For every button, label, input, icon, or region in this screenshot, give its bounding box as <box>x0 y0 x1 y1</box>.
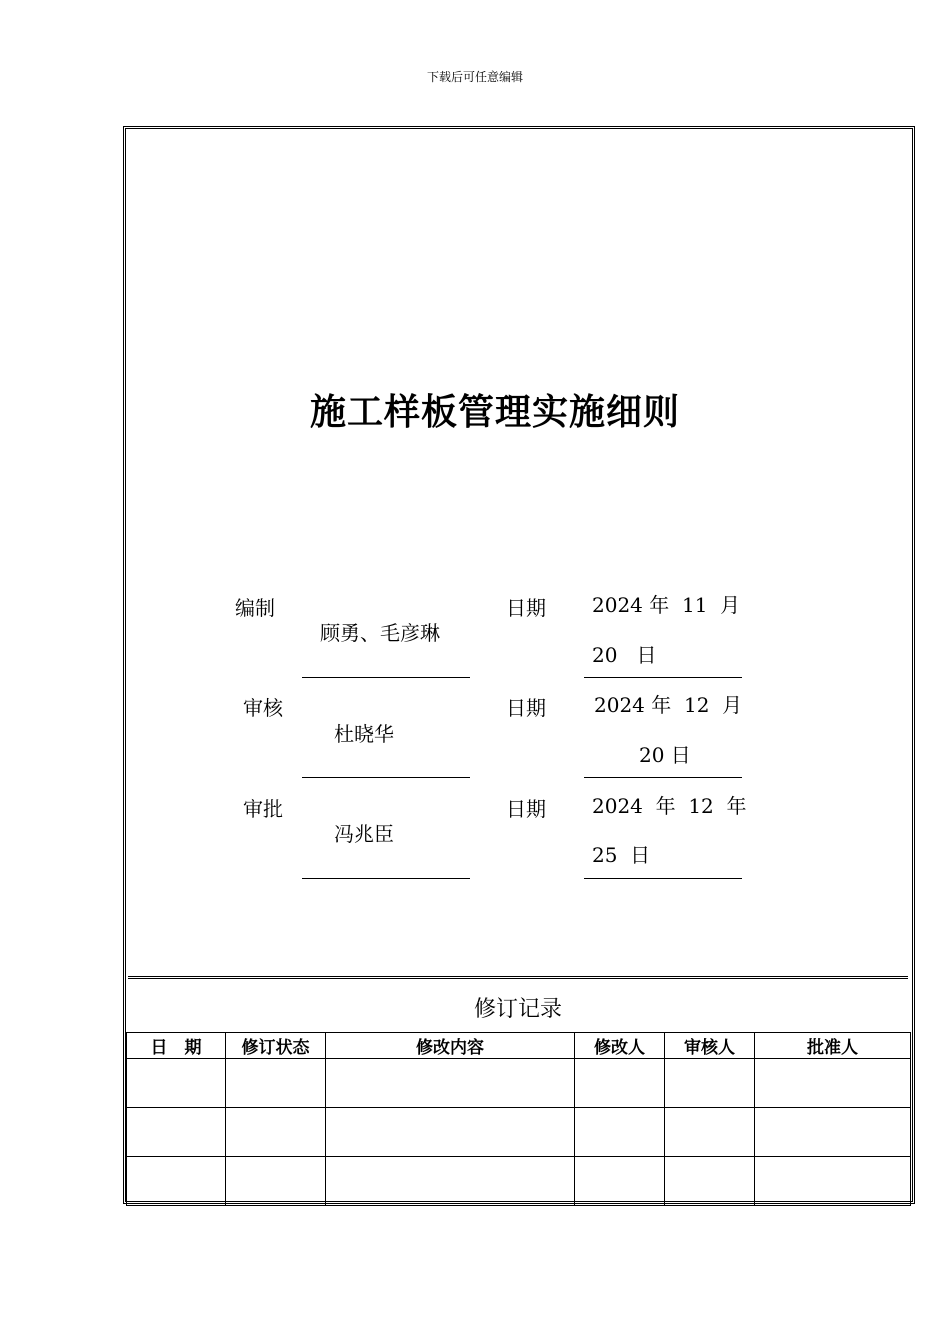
signoff-date-compile-line1: 2024 年 11 月 <box>592 593 741 617</box>
table-cell <box>575 1157 665 1206</box>
signoff-date-line <box>584 878 742 879</box>
table-cell <box>575 1108 665 1157</box>
table-cell <box>127 1059 226 1108</box>
section-divider <box>128 976 908 979</box>
signoff-name-compile: 顾勇、毛彦琳 <box>320 621 440 645</box>
table-cell <box>226 1157 326 1206</box>
signoff-date-line <box>584 777 742 778</box>
header-note: 下载后可任意编辑 <box>426 70 523 84</box>
signoff-label-approve: 审批 <box>243 797 283 821</box>
document-title: 施工样板管理实施细则 <box>310 392 681 433</box>
signoff-name-line <box>302 777 470 778</box>
signoff-date-label-approve: 日期 <box>506 797 546 821</box>
revision-table <box>126 1032 911 1206</box>
signoff-date-approve-line1: 2024 年 12 年 <box>592 794 747 818</box>
signoff-label-compile: 编制 <box>235 596 275 620</box>
signoff-date-compile-line2: 20 日 <box>592 643 657 667</box>
revision-header-row <box>127 1033 911 1059</box>
signoff-date-review-line1: 2024 年 12 月 <box>594 693 743 717</box>
table-cell <box>326 1157 575 1206</box>
table-row <box>127 1059 911 1108</box>
table-cell <box>127 1108 226 1157</box>
signoff-name-line <box>302 878 470 879</box>
table-cell <box>665 1157 755 1206</box>
col-header-modifier: 修改人 <box>575 1033 665 1059</box>
table-cell <box>326 1108 575 1157</box>
table-cell <box>226 1108 326 1157</box>
col-header-change-content: 修改内容 <box>326 1033 575 1059</box>
signoff-date-line <box>584 677 742 678</box>
table-row <box>127 1108 911 1157</box>
col-header-approver: 批准人 <box>755 1033 911 1059</box>
col-header-revision-status: 修订状态 <box>226 1033 326 1059</box>
signoff-name-line <box>302 677 470 678</box>
table-cell <box>326 1059 575 1108</box>
table-cell <box>127 1157 226 1206</box>
table-cell <box>226 1059 326 1108</box>
signoff-date-approve-line2: 25 日 <box>592 843 651 867</box>
table-cell <box>575 1059 665 1108</box>
signoff-date-review-line2: 20 日 <box>639 743 691 767</box>
table-cell <box>665 1108 755 1157</box>
signoff-name-review: 杜晓华 <box>334 722 394 746</box>
signoff-date-label-compile: 日期 <box>506 596 546 620</box>
table-cell <box>755 1059 911 1108</box>
table-cell <box>665 1059 755 1108</box>
table-cell <box>755 1108 911 1157</box>
col-header-date: 日 期 <box>127 1033 226 1059</box>
signoff-date-label-review: 日期 <box>506 696 546 720</box>
signoff-label-review: 审核 <box>243 696 283 720</box>
table-cell <box>755 1157 911 1206</box>
col-header-reviewer: 审核人 <box>665 1033 755 1059</box>
table-row <box>127 1157 911 1206</box>
revision-title: 修订记录 <box>473 997 562 1022</box>
signoff-name-approve: 冯兆臣 <box>334 822 394 846</box>
